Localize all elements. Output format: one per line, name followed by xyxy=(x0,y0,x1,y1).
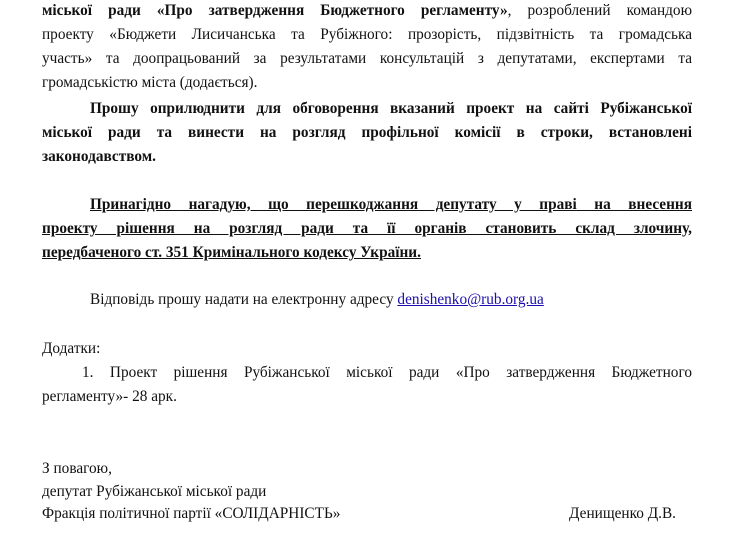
intro-line-1 xyxy=(42,2,692,20)
signature-faction-row xyxy=(42,505,692,523)
attachment-item-1-line-2: регламенту»- 28 арк. xyxy=(42,388,177,405)
intro-line-4: громадськістю міста (додається). xyxy=(42,74,258,91)
signature-position: депутат Рубіжанської міської ради xyxy=(42,483,267,500)
warning-line-3: передбаченого ст. 351 Кримінального кодексу України. xyxy=(42,244,421,261)
reply-line xyxy=(90,291,692,309)
intro-line-1-rest: , розроблений командою xyxy=(507,2,692,19)
signature-name: Денищенко Д.В. xyxy=(569,505,676,522)
intro-bold-title: міської ради «Про затвердження Бюджетного регламенту» xyxy=(42,2,508,19)
reply-email-link[interactable]: denishenko@rub.org.ua xyxy=(397,291,544,308)
intro-line-3: участь» та доопрацьований за результатами консультацій з депутатами, експертами та xyxy=(42,50,692,67)
warning-line-2: проекту рішення на розгляд ради та її органів становить склад злочину, xyxy=(42,220,692,237)
attachment-item-1-line-1: 1. Проект рішення Рубіжанської міської ради «Про затвердження Бюджетного xyxy=(82,364,692,381)
intro-line-2: проекту «Бюджети Лисичанська та Рубіжного: прозорість, підзвітність та громадська xyxy=(42,26,692,43)
warning-line-1: Принагідно нагадую, що перешкоджання депутату у праві на внесення xyxy=(90,196,692,213)
signature-faction: Фракція політичної партії «СОЛІДАРНІСТЬ» xyxy=(42,505,341,522)
reply-text: Відповідь прошу надати на електронну адресу xyxy=(90,291,398,308)
request-line-3: законодавством. xyxy=(42,148,156,165)
request-line-2: міської ради та винести на розгляд профільної комісії в строки, встановлені xyxy=(42,124,692,141)
signature-closing: З повагою, xyxy=(42,460,112,477)
attachments-heading: Додатки: xyxy=(42,340,101,357)
request-line-1: Прошу оприлюднити для обговорення вказаний проект на сайті Рубіжанської xyxy=(90,100,692,117)
